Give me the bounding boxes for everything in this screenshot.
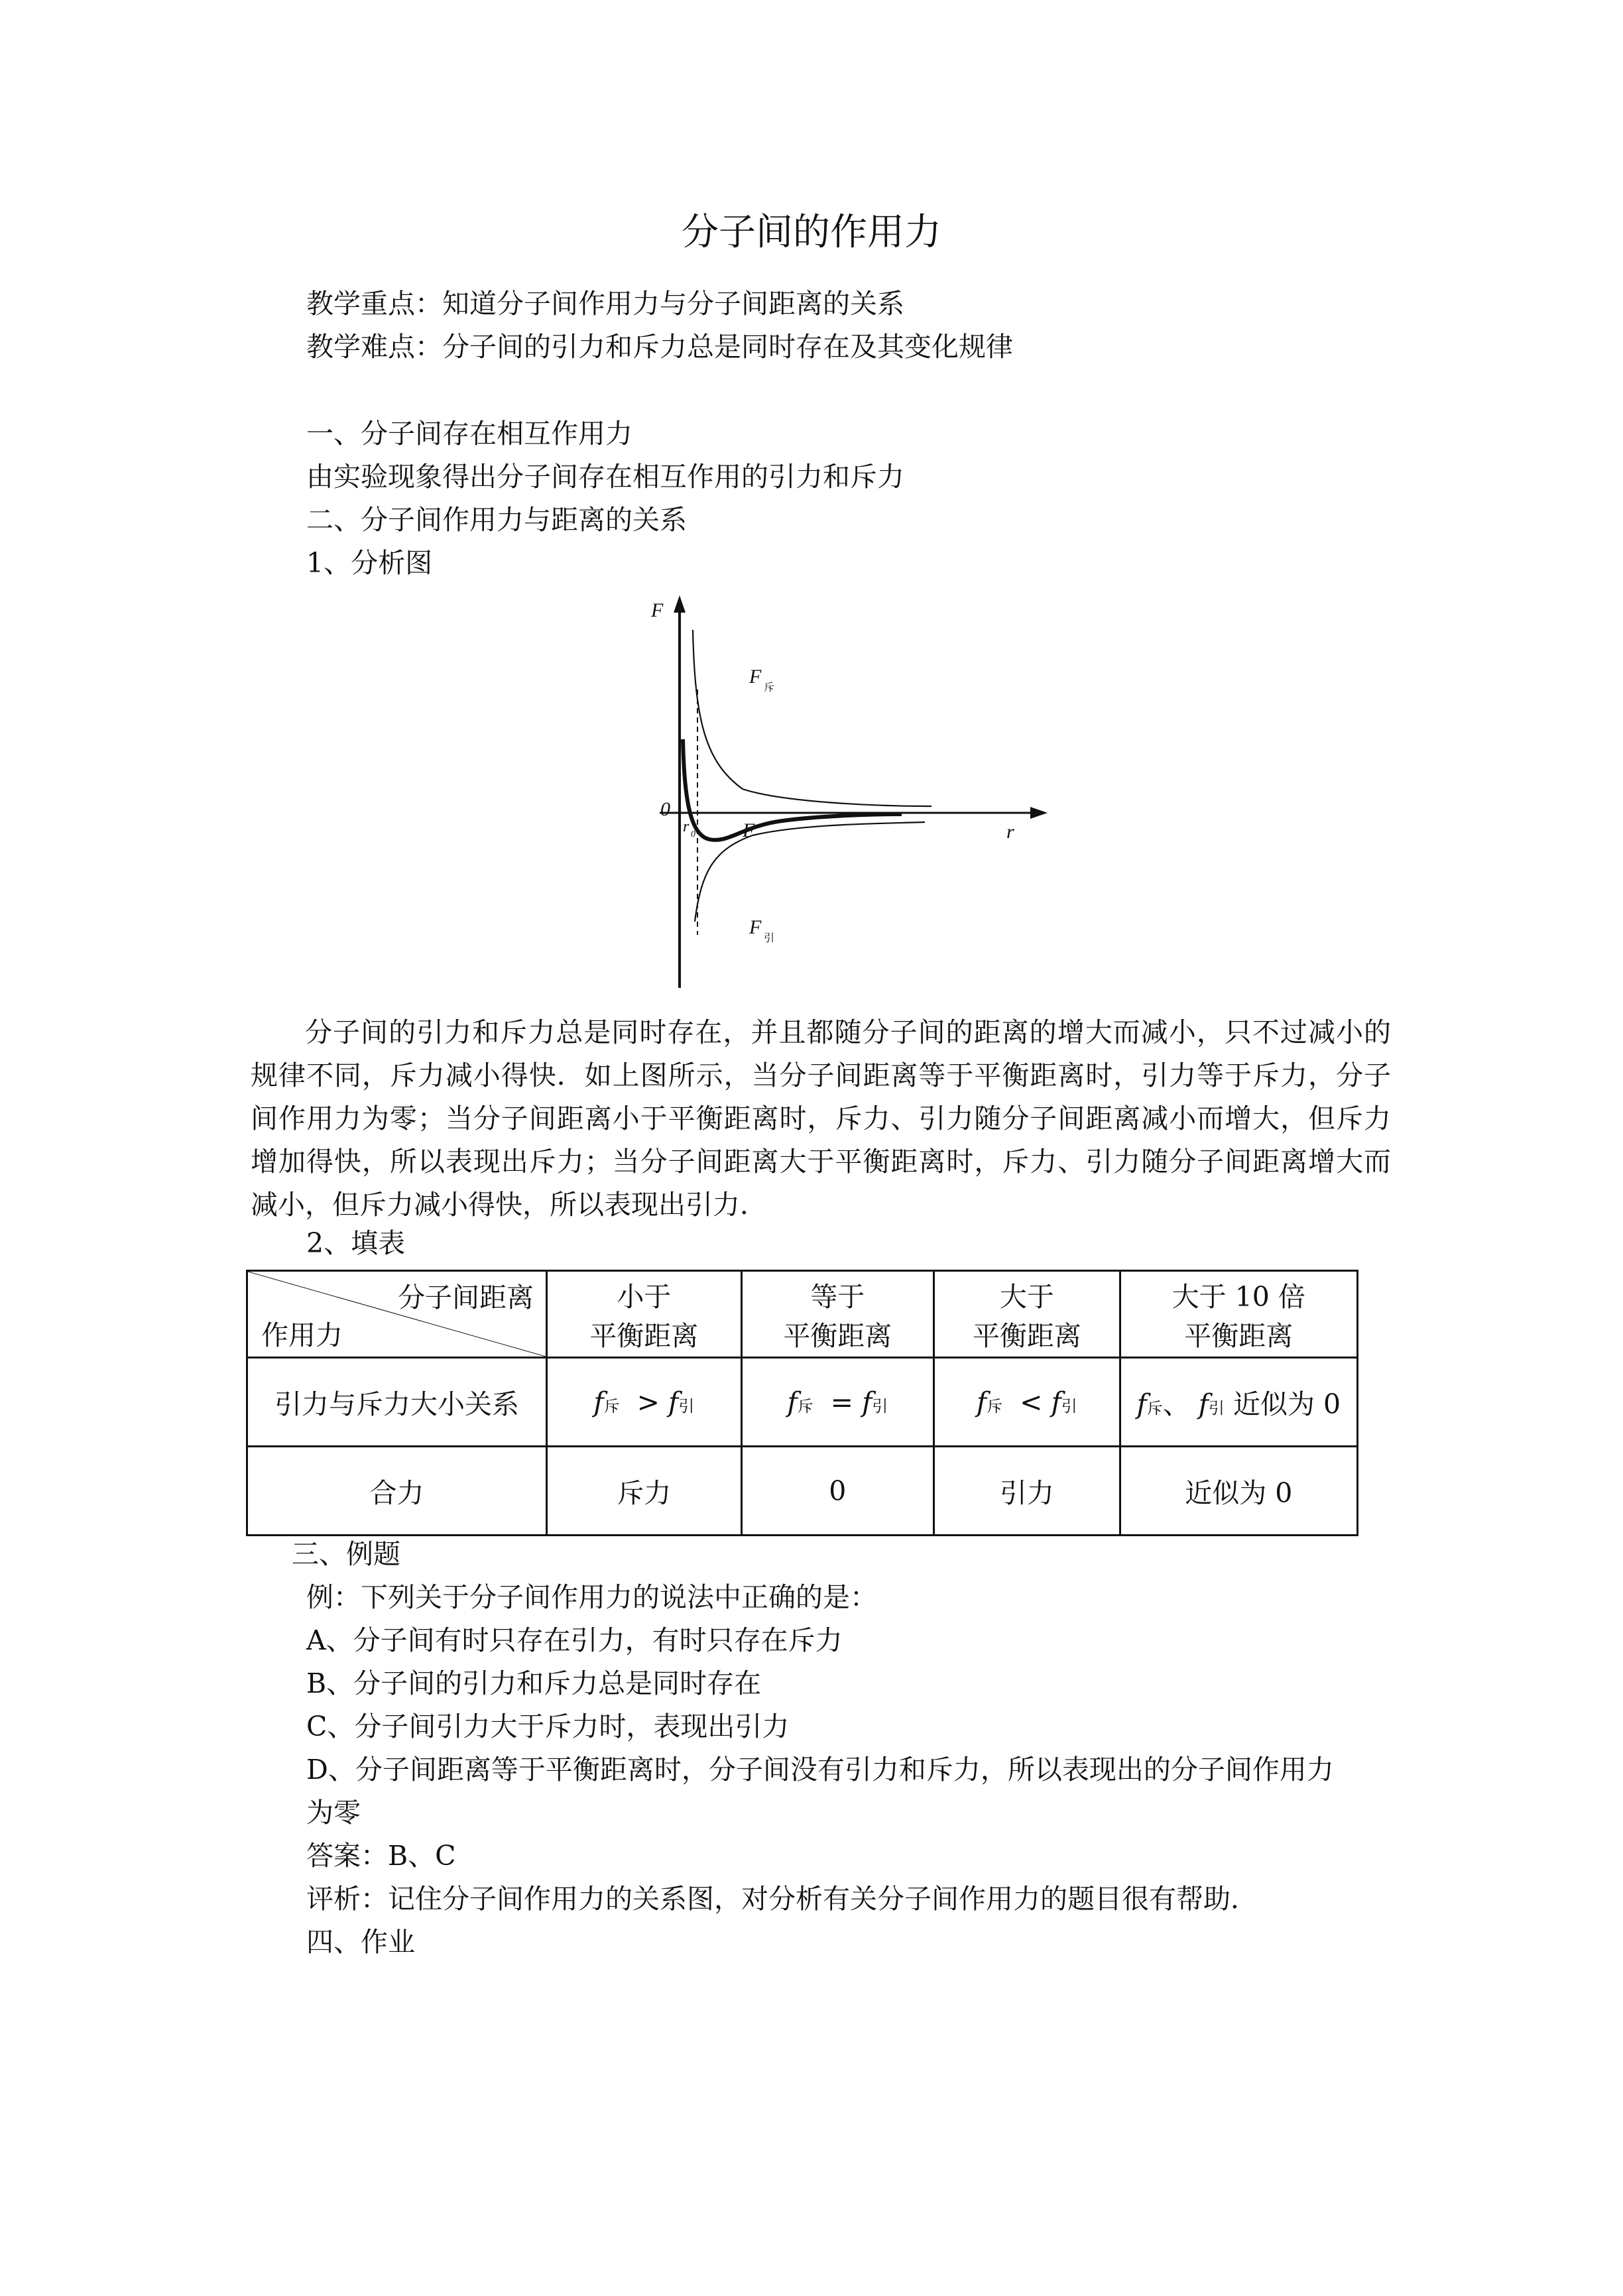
y-axis-label: F [651,599,664,621]
cell-relation-greater: f斥 < f引 [934,1358,1120,1447]
subsection-analysis-figure: 1、分析图 [306,547,433,579]
option-a: A、分子间有时只存在引力，有时只存在斥力 [306,1624,843,1656]
section-4-heading: 四、作业 [306,1926,415,1958]
teaching-difficulty: 教学难点：分子间的引力和斥力总是同时存在及其变化规律 [306,331,1013,363]
repulsion-curve [693,630,932,806]
attraction-label-sub: 引 [764,933,775,944]
net-force-curve [683,739,902,840]
r0-label: r [683,818,690,835]
x-axis-label: r [1006,821,1014,843]
option-c: C、分子间引力大于斥力时，表现出引力 [306,1711,790,1742]
col-header-less: 小于 平衡距离 [547,1271,742,1358]
col-header-10x: 大于 10 倍 平衡距离 [1120,1271,1357,1358]
col-header-equal: 等于 平衡距离 [741,1271,934,1358]
section-2-heading: 二、分子间作用力与距离的关系 [306,504,687,536]
cell-net-equal: 0 [741,1447,934,1536]
row-label-net-force: 合力 [247,1447,547,1536]
corner-header-distance: 分子间距离 [398,1282,534,1313]
cell-net-less: 斥力 [547,1447,742,1536]
cell-relation-10x: f斥、 f引 近似为 0 [1120,1358,1357,1447]
attraction-label: F [749,916,762,938]
analysis: 评析：记住分子间作用力的关系图，对分析有关分子间作用力的题目很有帮助． [306,1883,1258,1915]
cell-net-10x: 近似为 0 [1120,1447,1357,1536]
row-label-relation: 引力与斥力大小关系 [247,1358,547,1447]
origin-label: 0 [660,798,670,820]
y-axis-arrow [674,595,686,613]
force-distance-figure [610,590,1061,995]
table-corner-cell [247,1271,547,1358]
page-title: 分子间的作用力 [682,211,941,254]
cell-net-greater: 引力 [934,1447,1120,1536]
option-d: D、分子间距离等于平衡距离时，分子间没有引力和斥力，所以表现出的分子间作用力 [306,1754,1334,1785]
r0-label-sub: 0 [691,829,695,839]
cell-relation-less: f斥 > f引 [547,1358,742,1447]
col-header-greater: 大于 平衡距离 [934,1271,1120,1358]
repulsion-label-sub: 斥 [764,682,775,694]
example-question: 例：下列关于分子间作用力的说法中正确的是： [306,1581,877,1613]
subsection-fill-table: 2、填表 [306,1227,406,1259]
section-1-text: 由实验现象得出分子间存在相互作用的引力和斥力 [306,461,904,493]
explanation-paragraph: 分子间的引力和斥力总是同时存在，并且都随分子间的距离的增大而减小，只不过减小的规律不同，斥力减小得快．如上图所示，当分子间距离等于平衡距离时，引力等于斥力，分子间作用力为零；当分子间距离小于平衡距离时，斥力、引力随分子间距离减小而增大，但斥力增加得快，所以表现出斥力；当分子间距离大于平衡距离时，斥力、引力随分子间距离增大而减小，但斥力减小得快，所以表现出引力． [251,1016,1391,1221]
repulsion-label: F [749,666,762,688]
net-force-label: F [743,819,755,841]
cell-relation-equal: f斥 = f引 [741,1358,934,1447]
force-table [246,1270,1358,1536]
section-3-heading: 三、例题 [292,1538,400,1570]
corner-header-force: 作用力 [261,1319,343,1351]
section-1-heading: 一、分子间存在相互作用力 [306,418,632,450]
option-d-continued: 为零 [306,1797,361,1829]
option-b: B、分子间的引力和斥力总是同时存在 [306,1667,762,1699]
teaching-focus: 教学重点：知道分子间作用力与分子间距离的关系 [306,288,904,320]
answer: 答案：B、C [306,1840,456,1872]
x-axis-arrow [1030,807,1048,819]
